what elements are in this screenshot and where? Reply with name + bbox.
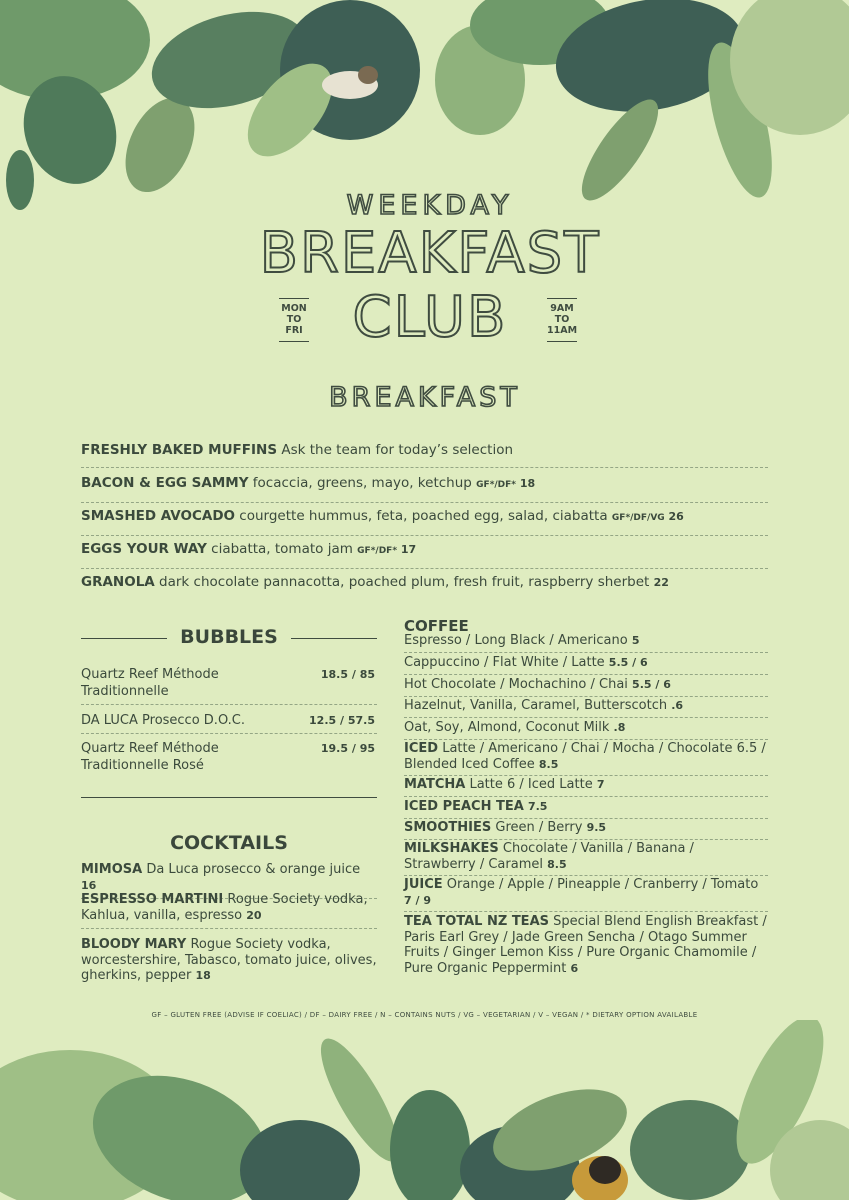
coffee-item: Hot Chocolate / Mochachino / Chai 5.5 / 6 (404, 677, 768, 697)
foliage-bottom-illustration (0, 1020, 849, 1200)
weekday-title (0, 186, 849, 222)
coffee-item: SMOOTHIES Green / Berry 9.5 (404, 820, 768, 840)
menu-item: SMASHED AVOCADO courgette hummus, feta, poached egg, salad, ciabatta GF*/DF/VG 26 (81, 508, 768, 536)
svg-text:BREAKFAST: BREAKFAST (329, 382, 521, 413)
club-title (0, 286, 849, 346)
cocktail-item: BLOODY MARY Rogue Society vodka, worcestershire, Tabasco, tomato juice, olives, gherkins, pepper 18 (81, 937, 377, 983)
cocktail-item: ESPRESSO MARTINI Rogue Society vodka, Kahlua, vanilla, espresso 20 (81, 892, 377, 929)
coffee-item: ICED Latte / Americano / Chai / Mocha / Chocolate 6.5 / Blended Iced Coffee 8.5 (404, 741, 768, 776)
hours-tag: 9AM TO 11AM (547, 298, 577, 342)
breakfast-title (0, 224, 849, 284)
cocktail-item: MIMOSA Da Luca prosecco & orange juice 16 (81, 862, 377, 899)
svg-text:CLUB: CLUB (352, 286, 508, 346)
bubbles-item: Quartz Reef Méthode Traditionnelle Rosé 19.5 / 95 (81, 741, 375, 773)
coffee-item: MATCHA Latte 6 / Iced Latte 7 (404, 777, 768, 797)
bubbles-item: DA LUCA Prosecco D.O.C. 12.5 / 57.5 (81, 712, 377, 734)
breakfast-section-heading (0, 378, 849, 414)
coffee-item: Espresso / Long Black / Americano 5 (404, 633, 768, 653)
coffee-item: TEA TOTAL NZ TEAS Special Blend English Breakfast / Paris Earl Grey / Jade Green Sencha / Otago Summer Fruits / Ginger Lemon Kiss / Pure Organic Chamomile / Pure Organic Peppermint 6 (404, 914, 767, 976)
bubbles-item: Quartz Reef Méthode Traditionnelle 18.5 / 85 (81, 666, 377, 705)
coffee-item: Oat, Soy, Almond, Coconut Milk .8 (404, 720, 768, 740)
menu-item: GRANOLA dark chocolate pannacotta, poached plum, fresh fruit, raspberry sherbet 22 (81, 574, 669, 590)
dietary-legend: GF – GLUTEN FREE (ADVISE IF COELIAC) / DF – DAIRY FREE / N – CONTAINS NUTS / VG – VEGETARIAN / V – VEGAN / * DIETARY OPTION AVAILABLE (151, 1011, 698, 1019)
coffee-item: MILKSHAKES Chocolate / Vanilla / Banana / Strawberry / Caramel 8.5 (404, 841, 768, 876)
bubbles-heading: BUBBLES (81, 626, 377, 650)
days-tag: MON TO FRI (279, 298, 309, 342)
coffee-item: JUICE Orange / Apple / Pineapple / Cranberry / Tomato 7 / 9 (404, 877, 768, 912)
foliage-top-illustration (0, 0, 849, 215)
menu-item: FRESHLY BAKED MUFFINS Ask the team for today’s selection (81, 442, 768, 468)
coffee-heading: COFFEE (404, 617, 469, 635)
coffee-item: Hazelnut, Vanilla, Caramel, Butterscotch .6 (404, 698, 768, 718)
menu-item: EGGS YOUR WAY ciabatta, tomato jam GF*/DF* 17 (81, 541, 768, 569)
coffee-item: Cappuccino / Flat White / Latte 5.5 / 6 (404, 655, 768, 675)
cocktails-heading: COCKTAILS (170, 832, 288, 854)
svg-text:WEEKDAY: WEEKDAY (346, 190, 514, 221)
svg-text:BREAKFAST: BREAKFAST (259, 224, 601, 284)
menu-item: BACON & EGG SAMMY focaccia, greens, mayo, ketchup GF*/DF* 18 (81, 475, 768, 503)
coffee-item: ICED PEACH TEA 7.5 (404, 799, 768, 819)
divider (81, 797, 377, 798)
